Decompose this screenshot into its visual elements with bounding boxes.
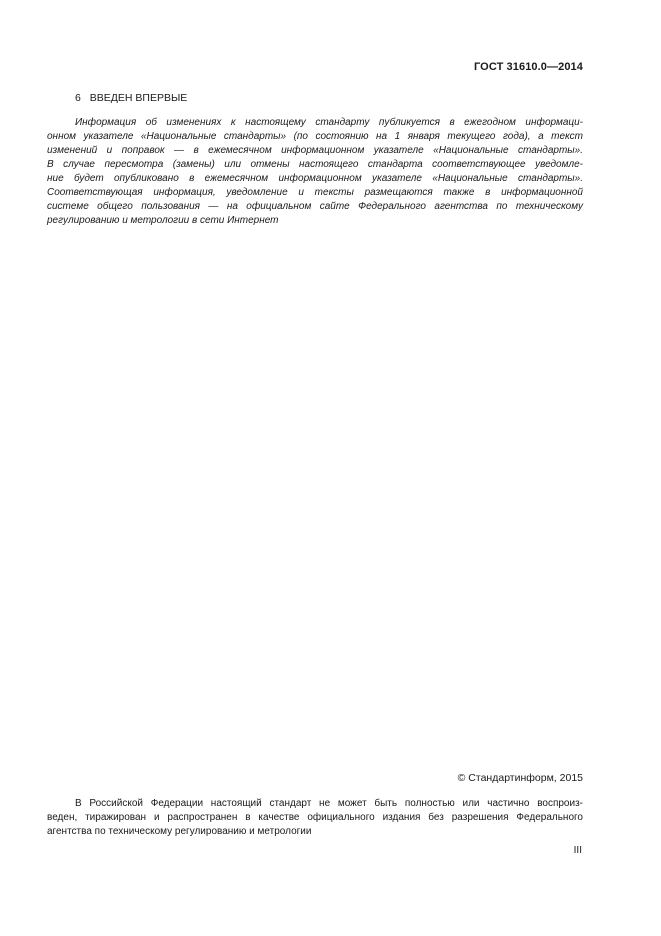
copyright-notice: © Стандартинформ, 2015 bbox=[457, 772, 583, 784]
section-title: ВВЕДЕН ВПЕРВЫЕ bbox=[89, 92, 188, 104]
info-line: Соответствующая информация, уведомление и тексты размещаются также в информационной bbox=[47, 187, 583, 198]
document-code: ГОСТ 31610.0—2014 bbox=[473, 61, 583, 73]
info-line: ние будет опубликовано в ежемесячном информационном указателе «Национальные стандарты». bbox=[47, 173, 583, 184]
legal-line: В Российской Федерации настоящий стандарт не может быть полностью или частично воспроиз- bbox=[75, 798, 583, 809]
info-line: В случае пересмотра (замены) или отмены настоящего стандарта соответствующее уведомле- bbox=[47, 159, 583, 170]
section-number: 6 bbox=[75, 92, 81, 104]
legal-line: агентства по техническому регулированию и метрологии bbox=[47, 826, 312, 837]
legal-line: веден, тиражирован и распространен в качестве официального издания без разрешения Федерального bbox=[47, 812, 583, 823]
section-6 bbox=[75, 92, 187, 104]
info-line: регулированию и метрологии в сети Интернет bbox=[47, 215, 279, 226]
legal-notice-paragraph bbox=[47, 797, 583, 839]
amendments-info-paragraph bbox=[47, 116, 583, 228]
info-line: изменений и поправок — в ежемесячном информационном указателе «Национальные стандарты». bbox=[47, 145, 583, 156]
info-line: системе общего пользования — на официальном сайте Федерального агентства по техническому bbox=[47, 201, 583, 212]
info-line: онном указателе «Национальные стандарты» (по состоянию на 1 января текущего года), а текст bbox=[47, 131, 583, 142]
page-number: III bbox=[573, 845, 582, 856]
info-line: Информация об изменениях к настоящему стандарту публикуется в ежегодном информаци- bbox=[75, 117, 583, 128]
